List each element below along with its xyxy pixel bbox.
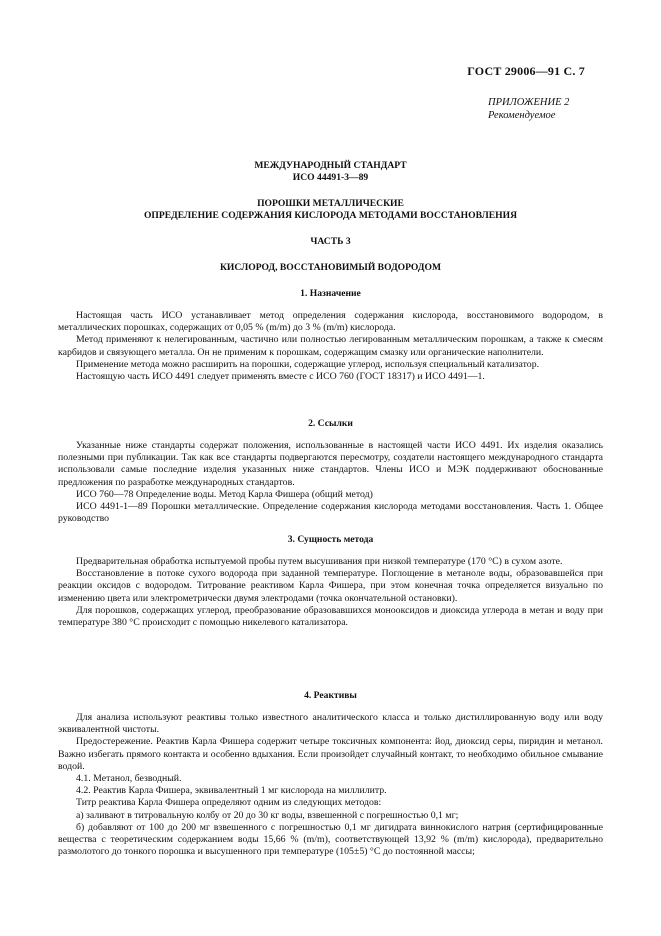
list-item: б) добавляют от 100 до 200 мг взвешенного с погрешностью 0,1 мг дигидрата виннокислого натрия (сертифицированные вещества с теоретическим содержанием воды 15,66 % (m/m), соответствующей 13,92 % (m/m) кислорода), предварительно размолотого до тонкого порошка и высушенного при температуре (105±5) °С до постоянной массы; (58, 821, 603, 858)
list-item: а) заливают в титровальную колбу от 20 до 30 кг воды, взвешенной с погрешностью 0,1 мг; (76, 809, 459, 821)
list-item: 4.1. Метанол, безводный. (76, 773, 182, 785)
title-subject (58, 198, 603, 222)
appendix-status: Рекомендуемое (488, 110, 556, 121)
title-subtitle: КИСЛОРОД, ВОССТАНОВИМЫЙ ВОДОРОДОМ (219, 262, 442, 273)
standard-reference: ГОСТ 29006—91 С. 7 (467, 64, 585, 78)
section-body (58, 440, 603, 525)
title-standard (58, 160, 603, 184)
paragraph: Предварительная обработка испытуемой пробы путем высушивания при низкой температуре (170 °С) в сухом азоте. (76, 556, 563, 567)
section-heading: 2. Ссылки (308, 418, 353, 429)
section-body (58, 556, 603, 629)
paragraph: Настоящая часть ИСО устанавливает метод определения содержания кислорода, восстановимого водородом, в металлических порошках, содержащих от 0,05 % (m/m) до 3 % (m/m) кислорода. (58, 310, 603, 334)
title-line-4: ОПРЕДЕЛЕНИЕ СОДЕРЖАНИЯ КИСЛОРОДА МЕТОДАМИ ВОССТАНОВЛЕНИЯ (143, 210, 518, 221)
paragraph: Настоящую часть ИСО 4491 следует применять вместе с ИСО 760 (ГОСТ 18317) и ИСО 4491—1. (76, 371, 485, 383)
paragraph: Титр реактива Карла Фишера определяют одним из следующих методов: (76, 797, 382, 809)
list-item: 4.2. Реактив Карла Фишера, эквивалентный 1 мг кислорода на миллилитр. (76, 785, 387, 797)
warning-paragraph: Предостережение. Реактив Карла Фишера содержит четыре токсичных компонента: йод, диоксид серы, пиридин и метанол. Важно избегать прямого контакта и особенно вдыхания. Если произойдет случайный контакт, то необходимо обильное смывание водой. (58, 736, 603, 772)
section-body (58, 310, 603, 383)
section-heading: 4. Реактивы (304, 690, 357, 701)
section-heading: 1. Назначение (300, 288, 361, 299)
appendix-block (488, 96, 569, 122)
section-body (58, 712, 603, 858)
appendix-title: ПРИЛОЖЕНИЕ 2 (488, 97, 570, 108)
title-line-3: ПОРОШКИ МЕТАЛЛИЧЕСКИЕ (257, 198, 404, 209)
paragraph: Для анализа используют реактивы только известного аналитического класса и только дистиллированную воду или воду эквивалентной чистоты. (58, 712, 603, 736)
section-heading: 3. Сущность метода (287, 534, 374, 545)
title-line-1: МЕЖДУНАРОДНЫЙ СТАНДАРТ (254, 160, 407, 171)
paragraph: Указанные ниже стандарты содержат положения, использованные в настоящей части ИСО 4491. Их изделия оказались полезными при публикации. Так как все стандарты подвергаются пересмотру, создатели настоящего международного стандарта использовали самые последние изделия указанных ниже стандартов. Члены ИСО и МЭК поддерживают обоснованные предложения по разработке международных стандартов. (58, 440, 603, 488)
title-line-2: ИСО 44491-3—89 (292, 172, 369, 183)
title-part: ЧАСТЬ 3 (310, 236, 351, 247)
paragraph: Метод применяют к нелегированным, частично или полностью легированным металлическим порошкам, а также к смесям карбидов и связующего металла. Он не применим к порошкам, содержащим смазку или органические наполнители. (58, 334, 603, 358)
paragraph: Применение метода можно расширить на порошки, содержащие углерод, используя специальный катализатор. (76, 358, 540, 370)
paragraph: Для порошков, содержащих углерод, преобразование образовавшихся монооксидов и диоксида углерода в метан и воду при температуре 380 °С происходит с помощью никелевого катализатора. (58, 604, 603, 629)
reference-item: ИСО 4491-1—89 Порошки металлические. Определение содержания кислорода методами восстановления. Часть 1. Общее руководство (58, 501, 603, 525)
reference-item: ИСО 760—78 Определение воды. Метод Карла Фишера (общий метод) (76, 488, 373, 500)
paragraph: Восстановление в потоке сухого водорода при заданной температуре. Поглощение в метаноле воды, образовавшейся при реакции оксидов с водородом. Титрование реактивом Карла Фишера, при этом конечная точка определяется визуально по изменению цвета или электрометрически двумя электродами (точка окончательной остановки). (58, 568, 603, 604)
